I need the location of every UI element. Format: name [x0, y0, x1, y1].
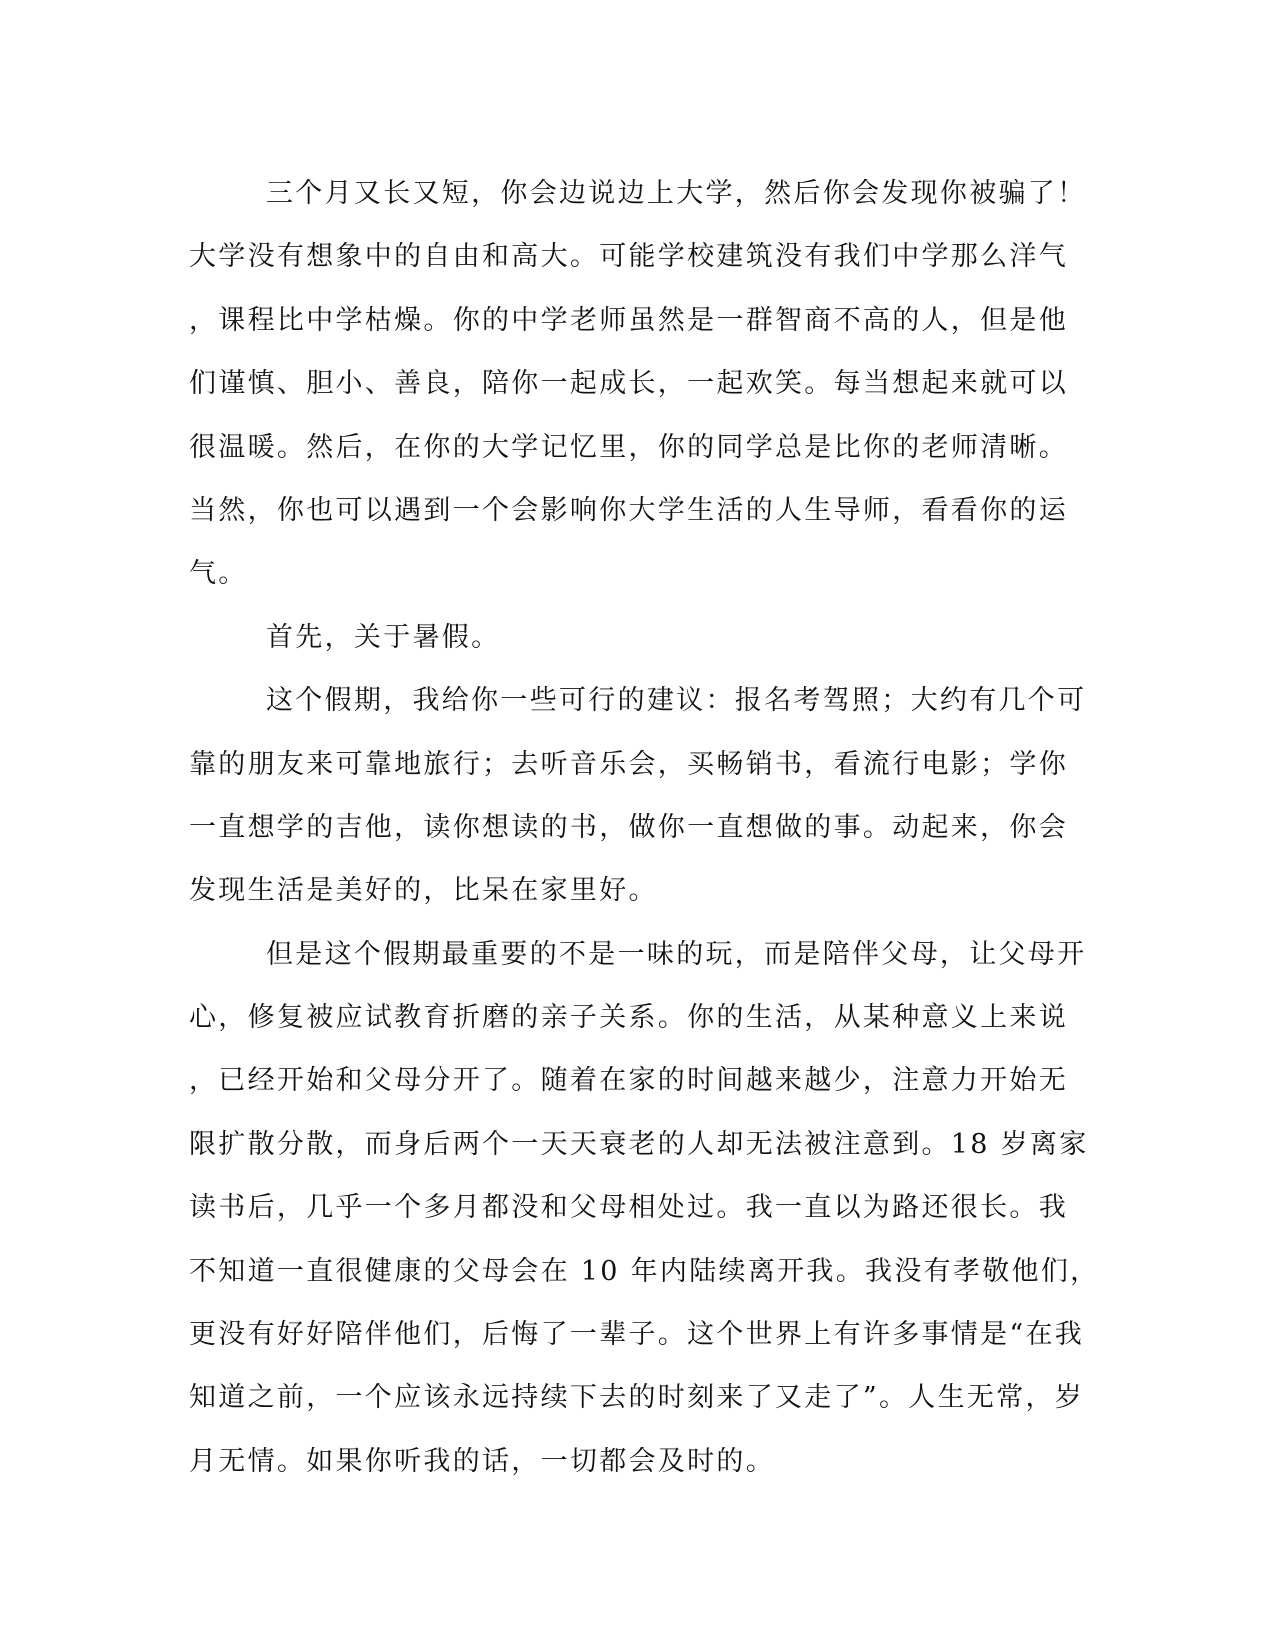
text-line: 们谨慎、胆小、善良，陪你一起成长，一起欢笑。每当想起来就可以 — [189, 368, 1068, 400]
text-line: 很温暖。然后，在你的大学记忆里，你的同学总是比你的老师清晰。 — [189, 431, 1068, 463]
text-line: 月无情。如果你听我的话，一切都会及时的。 — [189, 1445, 775, 1477]
text-line: 一直想学的吉他，读你想读的书，做你一直想做的事。动起来，你会 — [189, 811, 1068, 843]
text-line: 发现生活是美好的，比呆在家里好。 — [189, 875, 658, 907]
text-line: 首先，关于暑假。 — [266, 621, 501, 653]
text-line: 靠的朋友来可靠地旅行；去听音乐会，买畅销书，看流行电影；学你 — [189, 748, 1068, 780]
text-line: 这个假期，我给你一些可行的建议：报名考驾照；大约有几个可 — [266, 685, 1087, 717]
text-line: 不知道一直很健康的父母会在 10 年内陆续离开我。我没有孝敬他们， — [189, 1255, 1100, 1287]
paragraph-4 — [189, 923, 1100, 1494]
text-line: ，已经开始和父母分开了。随着在家的时间越来越少，注意力开始无 — [189, 1065, 1068, 1097]
text-line: 更没有好好陪伴他们，后悔了一辈子。这个世界上有许多事情是“在我 — [189, 1319, 1085, 1351]
text-line: 三个月又长又短，你会边说边上大学，然后你会发现你被骗了！ — [266, 178, 1087, 209]
text-line: 大学没有想象中的自由和高大。可能学校建筑没有我们中学那么洋气 — [189, 241, 1068, 273]
text-line: 知道之前，一个应该永远持续下去的时刻来了又走了”。人生无常，岁 — [189, 1382, 1085, 1414]
paragraph-1 — [189, 162, 1089, 606]
text-line: 当然，你也可以遇到一个会影响你大学生活的人生导师，看看你的运 — [189, 494, 1068, 526]
text-line: ，课程比中学枯燥。你的中学老师虽然是一群智商不高的人，但是他 — [189, 304, 1068, 336]
paragraph-2 — [189, 606, 1089, 669]
document-body — [189, 162, 1100, 1493]
text-line: 气。 — [189, 558, 248, 590]
text-line: 限扩散分散，而身后两个一天天衰老的人却无法被注意到。18 岁离家 — [189, 1128, 1089, 1160]
paragraph-3 — [189, 669, 1089, 923]
text-line: 但是这个假期最重要的不是一味的玩，而是陪伴父母，让父母开 — [266, 938, 1087, 970]
text-line: 读书后，几乎一个多月都没和父母相处过。我一直以为路还很长。我 — [189, 1192, 1068, 1224]
text-line: 心，修复被应试教育折磨的亲子关系。你的生活，从某种意义上来说 — [189, 1002, 1068, 1034]
